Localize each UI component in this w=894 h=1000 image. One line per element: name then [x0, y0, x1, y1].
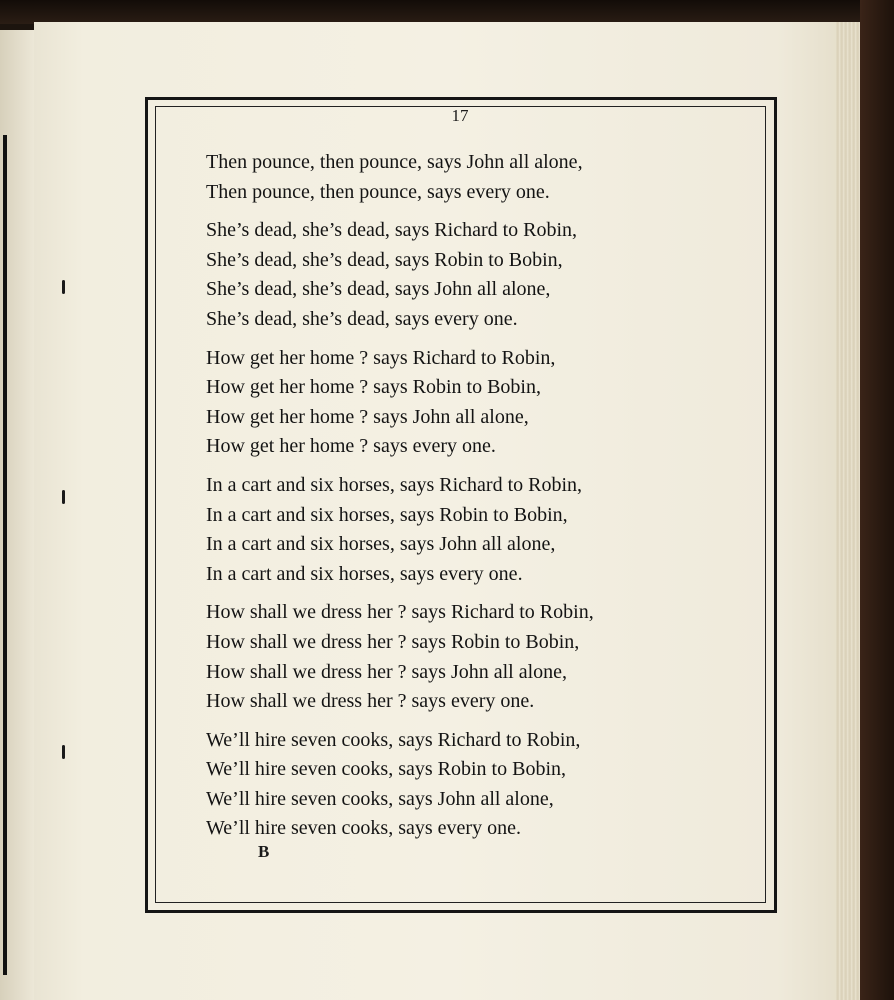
signature-mark: B: [258, 842, 270, 861]
poem-line: In a cart and six horses, says every one.: [206, 562, 523, 585]
stanza: [206, 148, 726, 207]
stanza: [206, 726, 726, 844]
poem-line: We’ll hire seven cooks, says Robin to Bobin,: [206, 758, 567, 781]
poem-line: We’ll hire seven cooks, says every one.: [206, 817, 521, 840]
background-shadow: [0, 0, 894, 24]
poem-line: We’ll hire seven cooks, says Richard to Robin,: [206, 728, 581, 751]
stanza: [206, 216, 726, 334]
poem-line: She’s dead, she’s dead, says Richard to Robin,: [206, 219, 578, 242]
stanza: [206, 344, 726, 462]
poem-line: Then pounce, then pounce, says John all alone,: [206, 151, 583, 173]
poem-line: How shall we dress her ? says Robin to Bobin,: [206, 630, 580, 653]
poem-line: How shall we dress her ? says every one.: [206, 690, 535, 713]
stanza: [206, 471, 726, 589]
facing-page-edge: [0, 30, 34, 1000]
poem-line: She’s dead, she’s dead, says every one.: [206, 307, 518, 330]
poem-line: In a cart and six horses, says Robin to Bobin,: [206, 503, 568, 526]
poem-line: She’s dead, she’s dead, says Robin to Bobin,: [206, 248, 563, 271]
poem-line: How get her home ? says Richard to Robin,: [206, 346, 556, 369]
poem-line: She’s dead, she’s dead, says John all alone,: [206, 278, 551, 301]
poem-line: In a cart and six horses, says Richard to Robin,: [206, 473, 583, 496]
book-cover-edge: [860, 0, 894, 1000]
poem-line: In a cart and six horses, says John all alone,: [206, 533, 556, 556]
poem-line: Then pounce, then pounce, says every one.: [206, 180, 550, 203]
page-number: 17: [451, 106, 469, 125]
binding-hole-mark: [62, 745, 65, 759]
binding-hole-mark: [62, 490, 65, 504]
poem-line: We’ll hire seven cooks, says John all alone,: [206, 787, 554, 810]
poem-line: How get her home ? says every one.: [206, 435, 496, 458]
poem-text: [206, 148, 726, 853]
binding-hole-mark: [62, 280, 65, 294]
poem-line: How get her home ? says John all alone,: [206, 405, 529, 428]
stanza: [206, 598, 726, 716]
poem-line: How shall we dress her ? says Richard to Robin,: [206, 601, 594, 624]
facing-page-border-rule: [3, 135, 7, 975]
poem-line: How get her home ? says Robin to Bobin,: [206, 376, 541, 399]
poem-line: How shall we dress her ? says John all alone,: [206, 660, 568, 683]
page-edge-stack: [836, 22, 860, 1000]
